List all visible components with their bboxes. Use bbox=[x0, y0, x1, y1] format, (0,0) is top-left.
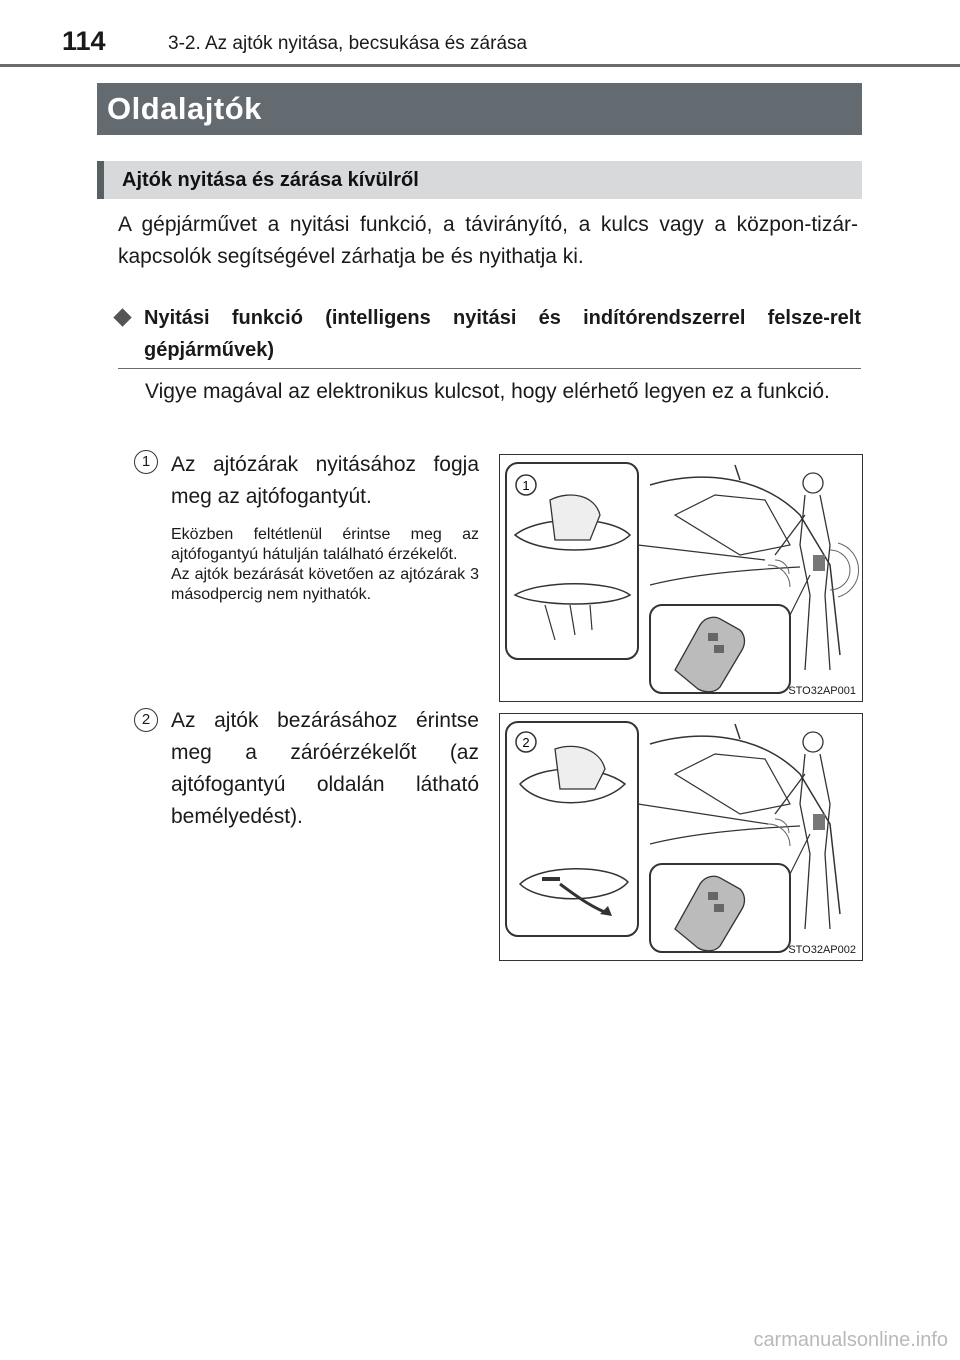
figure-1-inset-label: 1 bbox=[522, 478, 530, 493]
diamond-bullet-icon bbox=[113, 308, 131, 326]
step-number-2: 2 bbox=[134, 708, 158, 732]
intro-paragraph: A gépjárművet a nyitási funkció, a távirányító, a kulcs vagy a közpon-tizár-kapcsolók segítségével zárhatja be és nyithatja ki. bbox=[118, 213, 858, 268]
page-number: 114 bbox=[62, 26, 106, 56]
figure-1-code: STO32AP001 bbox=[788, 685, 856, 697]
step-2-block bbox=[171, 705, 479, 833]
step-1-text: Az ajtózárak nyitásához fogja meg az ajtófogantyút. bbox=[171, 453, 479, 508]
figure-2-code: STO32AP002 bbox=[788, 944, 856, 956]
step-2-text: Az ajtók bezárásához érintse meg a záróérzékelőt (az ajtófogantyú oldalán látható bemélyedést). bbox=[171, 709, 479, 828]
step-1-note-2: Az ajtók bezárását követően az ajtózárak 3 másodpercig nem nyithatók. bbox=[171, 566, 479, 603]
header-rule bbox=[0, 64, 960, 67]
figure-2-illustration bbox=[500, 714, 862, 960]
figure-1-illustration bbox=[500, 455, 862, 701]
footer-watermark: carmanualsonline.info bbox=[753, 1329, 948, 1351]
section-subtitle: Ajtók nyitása és zárása kívülről bbox=[97, 161, 862, 199]
step-1-block bbox=[171, 449, 479, 605]
running-head: 3-2. Az ajtók nyitása, becsukása és zárása bbox=[168, 33, 528, 54]
bullet-heading-text: Nyitási funkció (intelligens nyitási és indítórendszerrel felsze-relt gépjárművek) bbox=[144, 307, 861, 361]
bullet-heading bbox=[116, 302, 861, 366]
figure-2 bbox=[499, 713, 863, 961]
bullet-body-text: Vigye magával az elektronikus kulcsot, hogy elérhető legyen ez a funkció. bbox=[145, 380, 830, 403]
step-number-1: 1 bbox=[134, 450, 158, 474]
section-title: Oldalajtók bbox=[97, 83, 862, 135]
bullet-rule bbox=[118, 368, 861, 369]
figure-1 bbox=[499, 454, 863, 702]
step-1-note-1: Eközben feltétlenül érintse meg az ajtófogantyú hátulján található érzékelőt. bbox=[171, 526, 479, 563]
figure-2-inset-label: 2 bbox=[522, 735, 530, 750]
